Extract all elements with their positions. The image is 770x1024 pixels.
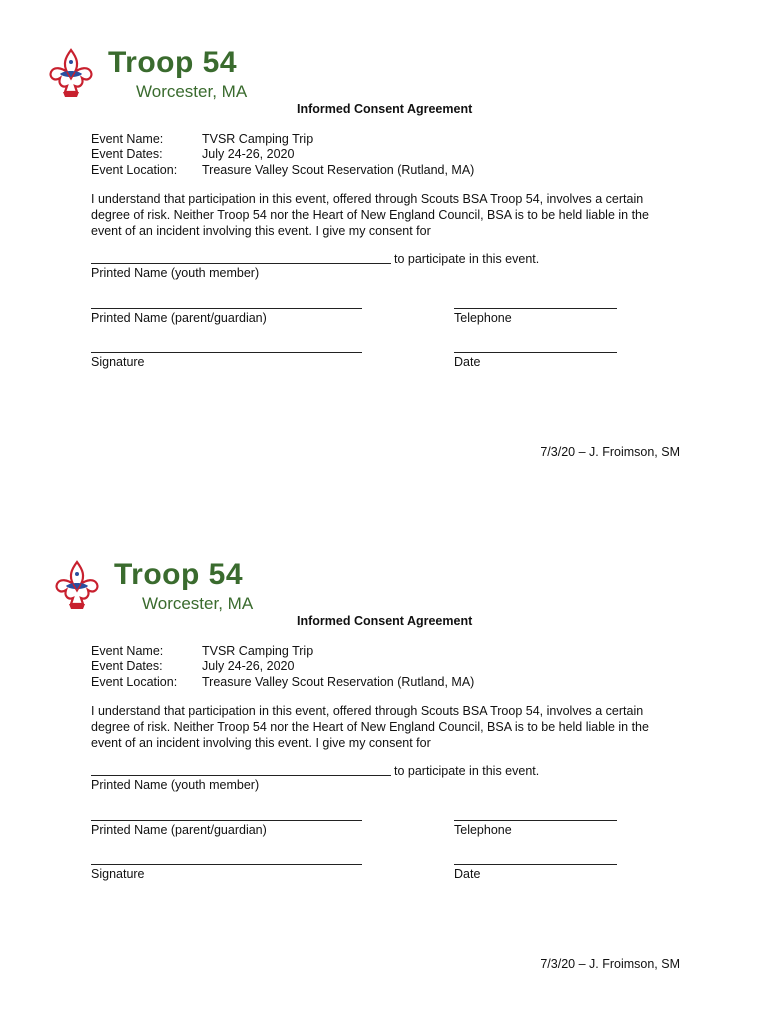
participate-text: to participate in this event.: [394, 764, 540, 778]
form-heading: Informed Consent Agreement: [297, 102, 473, 116]
youth-name-label: Printed Name (youth member): [91, 778, 260, 792]
troop-title: Troop 54: [114, 558, 244, 591]
parent-name-field[interactable]: [91, 820, 362, 821]
date-field[interactable]: [454, 864, 617, 865]
troop-title: Troop 54: [108, 46, 238, 79]
signature-field[interactable]: [91, 352, 362, 353]
youth-name-field[interactable]: [91, 775, 391, 776]
event-name-label: Event Name:: [91, 644, 164, 658]
troop-logo: [48, 48, 258, 108]
date-label: Date: [454, 355, 481, 369]
revision-footer: 7/3/20 – J. Froimson, SM: [540, 445, 680, 459]
parent-name-label: Printed Name (parent/guardian): [91, 823, 267, 837]
event-dates-label: Event Dates:: [91, 659, 163, 673]
telephone-field[interactable]: [454, 308, 617, 309]
event-location-value: Treasure Valley Scout Reservation (Rutland, MA): [202, 675, 475, 689]
revision-footer: 7/3/20 – J. Froimson, SM: [540, 957, 680, 971]
event-dates-value: July 24-26, 2020: [202, 659, 295, 673]
event-name-value: TVSR Camping Trip: [202, 644, 314, 658]
signature-field[interactable]: [91, 864, 362, 865]
signature-label: Signature: [91, 867, 145, 881]
troop-location: Worcester, MA: [136, 82, 248, 101]
event-name-value: TVSR Camping Trip: [202, 132, 314, 146]
date-label: Date: [454, 867, 481, 881]
consent-paragraph: I understand that participation in this event, offered through Scouts BSA Troop 54, involves a certain degree of risk. Neither Troop 54 nor the Heart of New England Council, BSA is to be held liable in the event of an incident involving this event. I give my consent for: [91, 192, 649, 238]
youth-name-label: Printed Name (youth member): [91, 266, 260, 280]
date-field[interactable]: [454, 352, 617, 353]
signature-label: Signature: [91, 355, 145, 369]
youth-name-field[interactable]: [91, 263, 391, 264]
event-name-label: Event Name:: [91, 132, 164, 146]
event-location-label: Event Location:: [91, 675, 178, 689]
troop-location: Worcester, MA: [142, 594, 254, 613]
event-location-label: Event Location:: [91, 163, 178, 177]
troop-logo: [54, 560, 264, 620]
participate-text: to participate in this event.: [394, 252, 540, 266]
telephone-field[interactable]: [454, 820, 617, 821]
consent-form-2: [0, 512, 770, 1024]
fleur-de-lis-icon: [54, 560, 100, 612]
telephone-label: Telephone: [454, 311, 512, 325]
fleur-de-lis-icon: [48, 48, 94, 100]
event-location-value: Treasure Valley Scout Reservation (Rutland, MA): [202, 163, 475, 177]
telephone-label: Telephone: [454, 823, 512, 837]
parent-name-label: Printed Name (parent/guardian): [91, 311, 267, 325]
consent-paragraph: I understand that participation in this event, offered through Scouts BSA Troop 54, involves a certain degree of risk. Neither Troop 54 nor the Heart of New England Council, BSA is to be held liable in the event of an incident involving this event. I give my consent for: [91, 704, 649, 750]
form-heading: Informed Consent Agreement: [297, 614, 473, 628]
event-dates-value: July 24-26, 2020: [202, 147, 295, 161]
parent-name-field[interactable]: [91, 308, 362, 309]
event-dates-label: Event Dates:: [91, 147, 163, 161]
